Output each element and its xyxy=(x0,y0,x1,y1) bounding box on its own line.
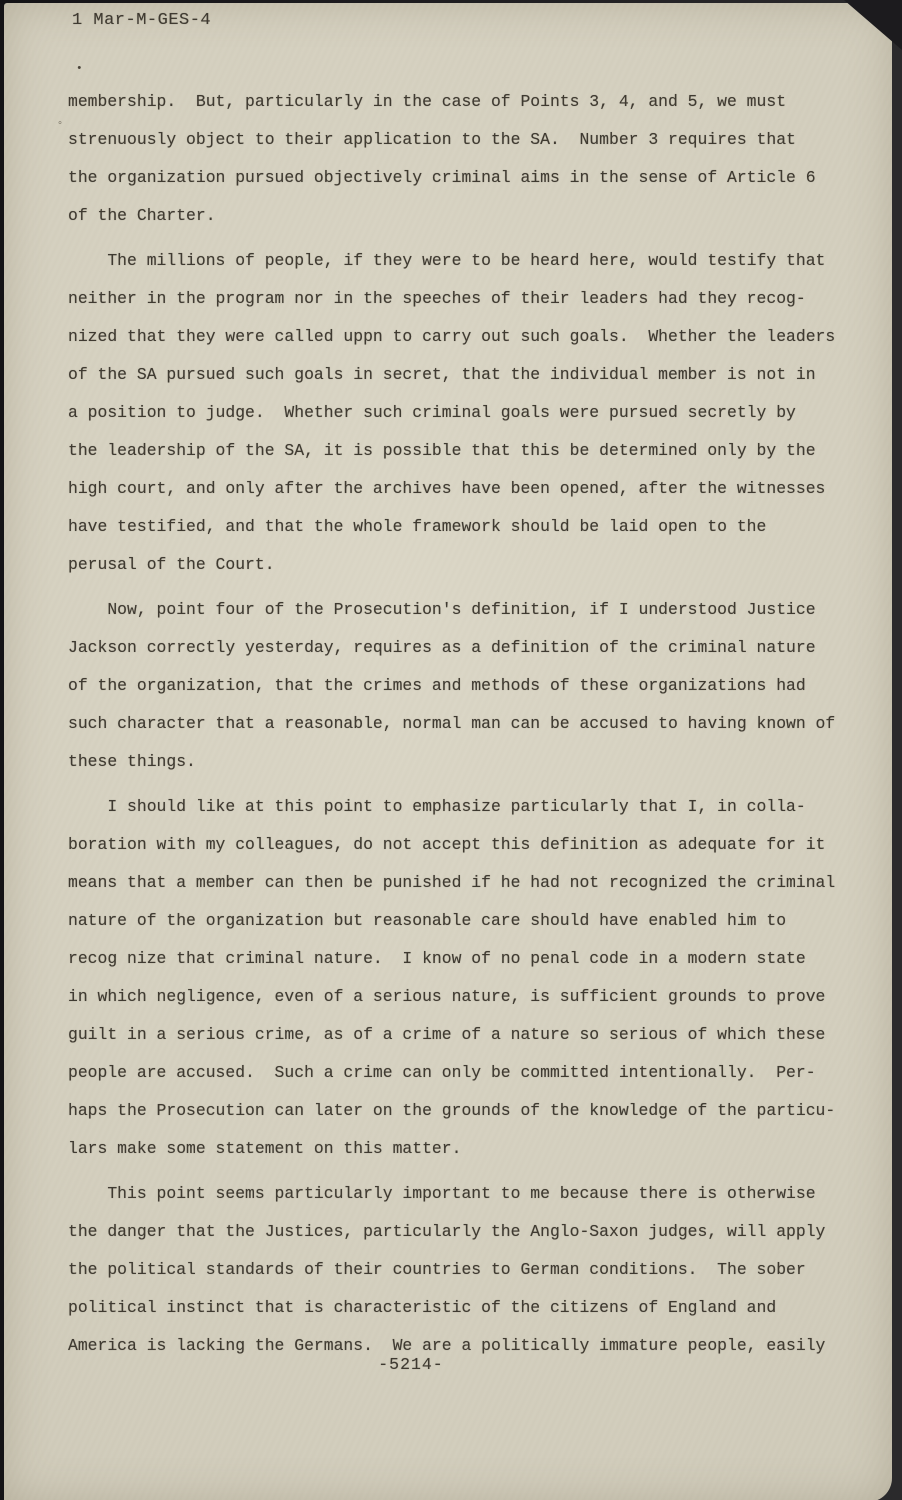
text-line: such character that a reasonable, normal man can be accused to having known of xyxy=(68,714,836,733)
text-line: neither in the program nor in the speeches of their leaders had they recog- xyxy=(68,289,806,308)
text-line: means that a member can then be punished if he had not recognized the criminal xyxy=(68,873,836,892)
text-line: guilt in a serious crime, as of a crime of a nature so serious of which these xyxy=(68,1025,826,1044)
paragraph xyxy=(68,83,854,235)
text-line: haps the Prosecution can later on the grounds of the knowledge of the particu- xyxy=(68,1101,836,1120)
document-header-reference: 1 Mar-M-GES-4 xyxy=(72,11,212,30)
text-line: membership. But, particularly in the case of Points 3, 4, and 5, we must xyxy=(68,92,787,111)
text-line: lars make some statement on this matter. xyxy=(68,1139,462,1158)
text-line: boration with my colleagues, do not accept this definition as adequate for it xyxy=(68,835,826,854)
text-line: of the SA pursued such goals in secret, that the individual member is not in xyxy=(68,365,816,384)
text-line: recog nize that criminal nature. I know of no penal code in a modern state xyxy=(68,949,806,968)
text-line: nized that they were called uppn to carry out such goals. Whether the leaders xyxy=(68,327,836,346)
text-line: strenuously object to their application to the SA. Number 3 requires that xyxy=(68,130,796,149)
text-line: Now, point four of the Prosecution's definition, if I understood Justice xyxy=(68,600,816,619)
ink-dot-mark: • xyxy=(76,63,83,75)
paragraph xyxy=(68,242,854,584)
text-line: of the Charter. xyxy=(68,206,216,225)
text-line: a position to judge. Whether such criminal goals were pursued secretly by xyxy=(68,403,796,422)
text-line: these things. xyxy=(68,752,196,771)
text-line: I should like at this point to emphasize particularly that I, in colla- xyxy=(68,797,806,816)
text-line: nature of the organization but reasonable care should have enabled him to xyxy=(68,911,787,930)
text-line: the danger that the Justices, particularly the Anglo-Saxon judges, will apply xyxy=(68,1222,826,1241)
text-line: people are accused. Such a crime can only be committed intentionally. Per- xyxy=(68,1063,816,1082)
text-line: This point seems particularly important to me because there is otherwise xyxy=(68,1184,816,1203)
document-body xyxy=(68,83,854,1365)
text-line: America is lacking the Germans. We are a politically immature people, easily xyxy=(68,1336,826,1355)
paragraph xyxy=(68,1175,854,1365)
text-line: the leadership of the SA, it is possible that this be determined only by the xyxy=(68,441,816,460)
text-line: The millions of people, if they were to be heard here, would testify that xyxy=(68,251,826,270)
paragraph xyxy=(68,591,854,781)
paragraph xyxy=(68,788,854,1168)
paper-sheet xyxy=(4,3,892,1500)
text-line: high court, and only after the archives have been opened, after the witnesses xyxy=(68,479,826,498)
text-line: the political standards of their countries to German conditions. The sober xyxy=(68,1260,806,1279)
page-number: -5214- xyxy=(378,1355,444,1374)
text-line: perusal of the Court. xyxy=(68,555,275,574)
text-line: have testified, and that the whole framework should be laid open to the xyxy=(68,517,767,536)
text-line: of the organization, that the crimes and methods of these organizations had xyxy=(68,676,806,695)
margin-ring-mark: ° xyxy=(57,121,64,132)
text-line: in which negligence, even of a serious nature, is sufficient grounds to prove xyxy=(68,987,826,1006)
text-line: Jackson correctly yesterday, requires as a definition of the criminal nature xyxy=(68,638,816,657)
text-line: political instinct that is characteristic of the citizens of England and xyxy=(68,1298,777,1317)
text-line: the organization pursued objectively criminal aims in the sense of Article 6 xyxy=(68,168,816,187)
